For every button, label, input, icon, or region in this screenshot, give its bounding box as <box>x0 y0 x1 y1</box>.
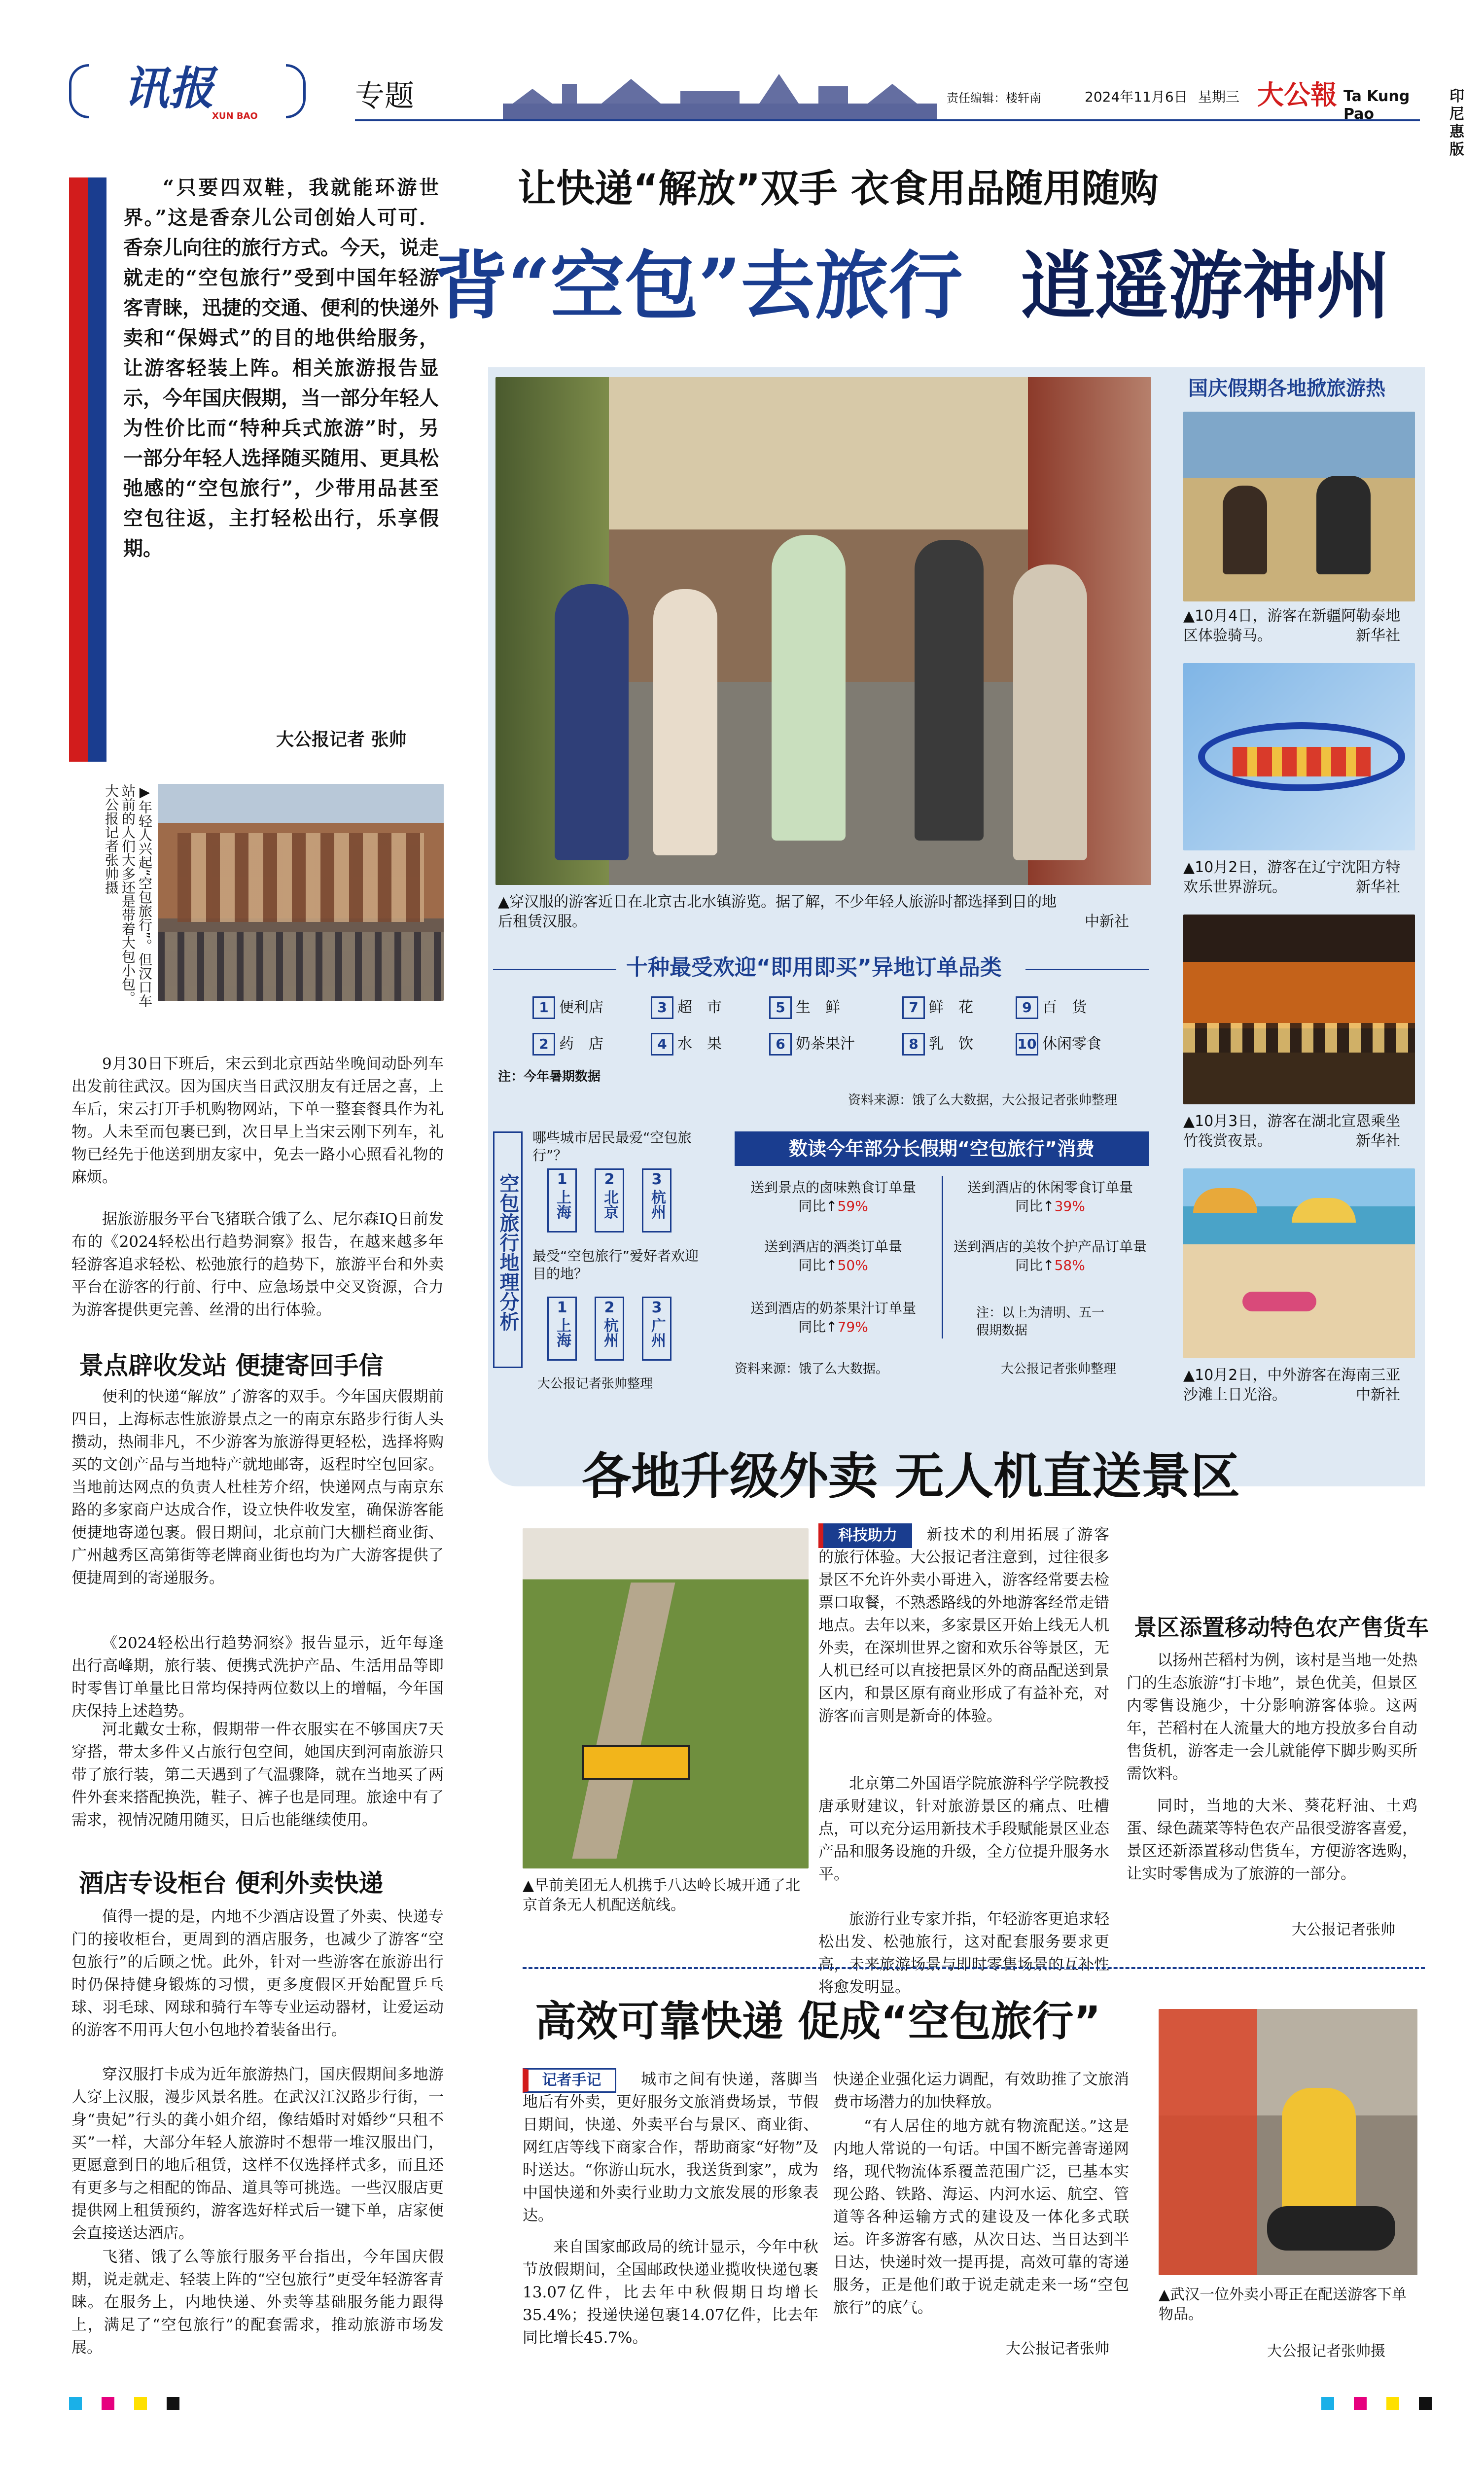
headline-main-a: 背“空包”去旅行 <box>434 243 963 329</box>
cities-box <box>493 1129 730 1405</box>
sidebar-caption-2: ▲10月2日，游客在辽宁沈阳方特欢乐世界游玩。 <box>1183 859 1401 896</box>
sec2-para-3: 飞猪、饿了么等旅行服务平台指出，今年国庆假期，说走就走、轻装上阵的“空包旅行”更受年轻游客青睐。在服务上，内地快递、外卖等基础服务能力跟得上，满足了“空包旅行”的配套需求，推动旅游市场发展。 <box>71 2248 444 2357</box>
stats-credit: 大公报记者张帅整理 <box>1001 1362 1117 1376</box>
station-caption: ▶年轻人兴起“空包旅行”。但汉口车站前的人们大多还是带着大包小包。大公报记者张帅摄 <box>103 784 153 1008</box>
cities-side-label: 空包旅行地理分析 <box>493 1131 523 1368</box>
note-para-1: 城市之间有快递，落脚当地后有外卖，更好服务文旅消费场景，节假日期间，快递、外卖平台与景区、商业街、网红店等线下商家合作，帮助商家“好物”及时送达。“你游山玩水，我送货到家”，成为中国快递和外卖行业助力文旅发展的形象表达。 <box>523 2071 818 2224</box>
sec1-para-1: 便利的快递“解放”了游客的双手。今年国庆假期前四日，上海标志性旅游景点之一的南京东路步行街人头攒动，热闹非凡，不少游客为旅游得更轻松，选择将购买的文创产品与当地特产就地邮寄，返程时空包回家。当地前达网点的负责人杜桂芳介绍，快递网点与南京东路的多家商户达成合作，设立快件收发室，确保游客能便捷地寄递包裹。假日期间，北京前门大栅栏商业街、广州越秀区高第街等老牌商业街也均为广大游客提供了便捷周到的寄递服务。 <box>71 1388 444 1587</box>
cities-r1 <box>547 1168 710 1232</box>
cities-r2 <box>547 1297 710 1361</box>
drone-para-2: 北京第二外国语学院旅游科学学院教授唐承财建议，针对旅游景区的痛点、吐槽点，可以充分运用新技术手段赋能景区业态产品和服务设施的升级，全方位提升服务水平。 <box>818 1775 1109 1883</box>
note-photo-courier <box>1159 2009 1417 2275</box>
masthead-rule <box>355 119 1420 121</box>
note-para-2: 来自国家邮政局的统计显示，今年中秋节放假期间，全国邮政快递业揽收快递包裹13.07亿件，比去年中秋假期日均增长35.4%；投递快递包裹14.07亿件，比去年同比增长45.7%。 <box>523 2238 818 2347</box>
drone-para-1: 新技术的利用拓展了游客的旅行体验。大公报记者注意到，过往很多景区不允许外卖小哥进入，游客经常要去检票口取餐，不熟悉路线的外地游客经常走错地点。去年以来，多家景区开始上线无人机外卖，在深圳世界之窗和欢乐谷等景区，无人机已经可以直接把景区外的商品配送到景区内，和景区原有商业形成了有益补充，对游客而言则是新奇的体验。 <box>818 1526 1109 1725</box>
category-8: 8 乳 饮 <box>902 1033 973 1056</box>
edition-label: 印尼惠版 <box>1449 88 1464 158</box>
categories-source: 资料来源：饿了么大数据，大公报记者张帅整理 <box>848 1093 1118 1108</box>
note-photo-caption: ▲武汉一位外卖小哥正在配送游客下单物品。 <box>1159 2286 1407 2323</box>
sec2-para-1: 值得一提的是，内地不少酒店设置了外卖、快递专门的接收柜台，更周到的酒店服务，也减少了游客“空包旅行”的后顾之忧。此外，针对一些游客在旅游出行时仍保持健身锻炼的习惯，更多度假区开始配置乒乓球、羽毛球、网球和骑行车等专业运动器材，让爱运动的游客不用再大包小包地拎着装备出行。 <box>71 1908 444 2039</box>
note-photo-credit: 大公报记者张帅摄 <box>1267 2343 1385 2360</box>
drone-para-4: 以扬州芒稻村为例，该村是当地一处热门的生态旅游“打卡地”，景色优美，但景区内零售设施少，十分影响游客体验。这两年，芒稻村在人流量大的地方投放多台自动售货机，游客走一会儿就能停下脚步购买所需饮料。 <box>1127 1652 1417 1783</box>
masthead <box>69 59 1464 158</box>
lead-bar-red <box>69 177 88 762</box>
category-7: 7 鲜 花 <box>902 996 973 1019</box>
color-marks-right <box>1321 2397 1432 2410</box>
sec2-title: 酒店专设柜台 便利外卖快递 <box>79 1869 384 1898</box>
sidebar-credit-3: 新华社 <box>1356 1132 1400 1150</box>
stats-source: 资料来源：饿了么大数据。 <box>735 1362 889 1376</box>
sidebar-credit-1: 新华社 <box>1356 627 1400 644</box>
drone-para-5: 同时，当地的大米、葵花籽油、土鸡蛋、绿色蔬菜等特色农产品很受游客喜爱，景区还新添置移动售货车，方便游客选购，让实时零售成为了旅游的一部分。 <box>1127 1797 1417 1883</box>
editor-name: 责任编辑：楼轩南 <box>947 91 1041 105</box>
masthead-bracket-right <box>286 64 306 118</box>
categories-title: 十种最受欢迎“即用即买”异地订单品类 <box>626 955 1002 980</box>
station-photo <box>158 784 444 1001</box>
headline-main-b: 逍遥游神州 <box>1021 243 1391 329</box>
sidebar-credit-2: 新华社 <box>1356 879 1400 896</box>
sidebar-title: 国庆假期各地掀旅游热 <box>1188 377 1385 400</box>
intro-para-1: 9月30日下班后，宋云到北京西站坐晚间动卧列车出发前往武汉。因为国庆当日武汉朋友有迁居之喜，上车后，宋云打开手机购物网站，下单一整套餐具作为礼物。人未至而包裹已到，次日早上当宋云刚下列车，礼物已经先于他送到朋友家中，免去一路小心照看礼物的麻烦。 <box>71 1055 444 1186</box>
dest-rank-1: 1 上海 <box>547 1297 577 1361</box>
city-rank-3: 3 杭州 <box>642 1168 671 1232</box>
category-1: 1 便利店 <box>532 996 603 1019</box>
cities-q1: 哪些城市居民最爱“空包旅行”？ <box>532 1129 692 1163</box>
lead-box <box>69 173 444 762</box>
category-2: 2 药 店 <box>532 1033 603 1056</box>
sec1-para-2: 《2024轻松出行趋势洞察》报告显示，近年每逢出行高峰期，旅行装、便携式洗护产品、生活用品等即时零售订单量比日常均保持两位数以上的增幅，今年国庆保持上述趋势。 <box>71 1634 444 1720</box>
stat-1: 送到景点的卤味熟食订单量 同比↑59% <box>750 1179 916 1214</box>
stat-4: 送到酒店的美妆个护产品订单量 同比↑58% <box>953 1238 1147 1273</box>
categories-box <box>493 954 1149 1112</box>
stat-2: 送到酒店的休闲零食订单量 同比↑39% <box>967 1179 1133 1214</box>
color-marks-left <box>69 2397 179 2410</box>
sec1-para-3: 河北戴女士称，假期带一件衣服实在不够国庆7天穿搭，带太多件又占旅行包空间，她国庆到河南旅游只带了旅行装，第二天遇到了气温骤降，就在当地买了两件外套来搭配换洗，鞋子、裤子也是同理。旅途中有了需求，视情况随用随买，日后也能继续使用。 <box>71 1721 444 1829</box>
main-photo-credit: 中新社 <box>1085 913 1129 930</box>
issue-weekday: 星期三 <box>1198 89 1240 105</box>
sidebar-caption-3: ▲10月3日，游客在湖北宣恩乘坐竹筏赏夜景。 <box>1183 1113 1401 1150</box>
dest-rank-3: 3 广州 <box>642 1297 671 1361</box>
sidebar-credit-4: 中新社 <box>1356 1386 1400 1404</box>
intro-para-2: 据旅游服务平台飞猪联合饿了么、尼尔森IQ日前发布的《2024轻松出行趋势洞察》报告，在越来越多年轻游客追求轻松、松弛旅行的趋势下，旅游平台和外卖平台在游客的行前、行中、应急场景中交叉资源，合力为游客提供更完善、丝滑的出行体验。 <box>71 1210 444 1319</box>
note-tag: 记者手记 <box>523 2068 616 2093</box>
note-byline: 大公报记者张帅 <box>1006 2340 1109 2358</box>
category-3: 3 超 市 <box>651 996 722 1019</box>
note-para-3: 快递企业强化运力调配，有效助推了文旅消费市场潜力的加快释放。 <box>833 2071 1129 2111</box>
sec1-title: 景点辟收发站 便捷寄回手信 <box>79 1351 384 1380</box>
masthead-bracket-left <box>69 64 89 118</box>
paper-name-en: Ta Kung Pao <box>1343 88 1410 123</box>
drone-tag: 科技助力 <box>818 1523 912 1548</box>
main-photo-hanfu <box>495 377 1151 885</box>
lead-text: “只要四双鞋，我就能环游世界。”这是香奈儿公司创始人可可．香奈儿向往的旅行方式。今天，说走就走的“空包旅行”受到中国年轻游客青睐，迅捷的交通、便利的快递外卖和“保姆式”的目的地供给服务，让游客轻装上阵。相关旅游报告显示，今年国庆假期，当一部分年轻人为性价比而“特种兵式旅游”时，另一部分年轻人选择随买随用、更具松弛感的“空包旅行”，少带用品甚至空包往返，主打轻松出行，乐享假期。 <box>123 176 439 560</box>
stats-title: 数读今年部分长假期“空包旅行”消费 <box>735 1131 1149 1166</box>
city-rank-1: 1 上海 <box>547 1168 577 1232</box>
stats-note: 注：以上为清明、五一假期数据 <box>976 1305 1105 1338</box>
drone-title: 各地升级外卖 无人机直送景区 <box>582 1447 1240 1505</box>
sidebar-photo-horses <box>1183 412 1415 601</box>
category-9: 9 百 货 <box>1016 996 1087 1019</box>
cities-q2: 最受“空包旅行”爱好者欢迎目的地？ <box>532 1248 699 1282</box>
logo-sub: XUN BAO <box>212 111 258 121</box>
stat-3: 送到酒店的酒类订单量 同比↑50% <box>764 1238 902 1273</box>
drone-photo <box>523 1528 809 1868</box>
section-divider <box>523 1967 1425 1969</box>
drone-caption: ▲早前美团无人机携手八达岭长城开通了北京首条无人机配送航线。 <box>523 1877 801 1914</box>
lead-byline: 大公报记者 张帅 <box>276 730 407 750</box>
city-rank-2: 2 北京 <box>595 1168 624 1232</box>
sidebar-photo-beach <box>1183 1168 1415 1358</box>
note-para-4: “有人居住的地方就有物流配送。”这是内地人常说的一句话。中国不断完善寄递网络，现代物流体系覆盖范围广泛，已基本实现公路、铁路、海运、内河水运、航空、管道等各种运输方式的建设及一体化多式联运。许多游客有感，从次日达、当日达到半日达，快递时效一提再提，高效可靠的寄递服务，正是他们敢于说走就走来一场“空包旅行”的底气。 <box>833 2117 1129 2317</box>
drone-para-3: 旅游行业专家并指，年轻游客更追求轻松出发、松弛旅行，这对配套服务要求更高，未来旅游场景与即时零售场景的互补性将愈发明显。 <box>818 1910 1109 1996</box>
lead-bar-blue <box>88 177 106 762</box>
category-5: 5 生 鲜 <box>769 996 840 1019</box>
drone-byline: 大公报记者张帅 <box>1292 1921 1395 1938</box>
stat-5: 送到酒店的奶茶果汁订单量 同比↑79% <box>750 1300 916 1335</box>
stats-box <box>735 1131 1149 1408</box>
headline-kicker: 让快递“解放”双手 衣食用品随用随购 <box>518 167 1159 211</box>
category-4: 4 水 果 <box>651 1033 722 1056</box>
section-title: 专题 <box>355 79 414 113</box>
note-title: 高效可靠快递 促成“空包旅行” <box>535 1997 1101 2045</box>
category-6: 6 奶茶果汁 <box>769 1033 855 1056</box>
sec2-para-2: 穿汉服打卡成为近年旅游热门，国庆假期间多地游人穿上汉服，漫步风景名胜。在武汉江汉路步行街，一身“贵妃”行头的龚小姐介绍，像结婚时对婚纱“只租不买”一样，大部分年轻人旅游时不想带一堆汉服出门，更愿意到目的地后租赁，这样不仅选择样式多，而且还有更多与之相配的饰品、道具等可挑选。一些汉服店更提供网上租赁预约，游客选好样式后一键下单，店家便会直接送达酒店。 <box>71 2066 444 2242</box>
logo: 讯报 <box>123 62 214 115</box>
sidebar-caption-1: ▲10月4日，游客在新疆阿勒泰地区体验骑马。 <box>1183 607 1401 644</box>
sidebar-caption-4: ▲10月2日，中外游客在海南三亚沙滩上日光浴。 <box>1183 1367 1401 1404</box>
cities-credit: 大公报记者张帅整理 <box>537 1376 653 1391</box>
categories-note: 注：今年暑期数据 <box>498 1069 601 1084</box>
sidebar-photo-rafts <box>1183 915 1415 1104</box>
skyline-illustration <box>503 74 937 121</box>
drone-subtitle: 景区添置移动特色农产售货车 <box>1134 1614 1429 1641</box>
category-10: 10 休闲零食 <box>1016 1033 1101 1056</box>
sidebar-photo-coaster <box>1183 663 1415 850</box>
paper-logo: 大公報 <box>1257 79 1337 110</box>
main-photo-caption: ▲穿汉服的游客近日在北京古北水镇游览。据了解，不少年轻人旅游时都选择到目的地后租赁汉服。 <box>498 893 1057 930</box>
dest-rank-2: 2 杭州 <box>595 1297 624 1361</box>
issue-date: 2024年11月6日 <box>1085 89 1188 105</box>
